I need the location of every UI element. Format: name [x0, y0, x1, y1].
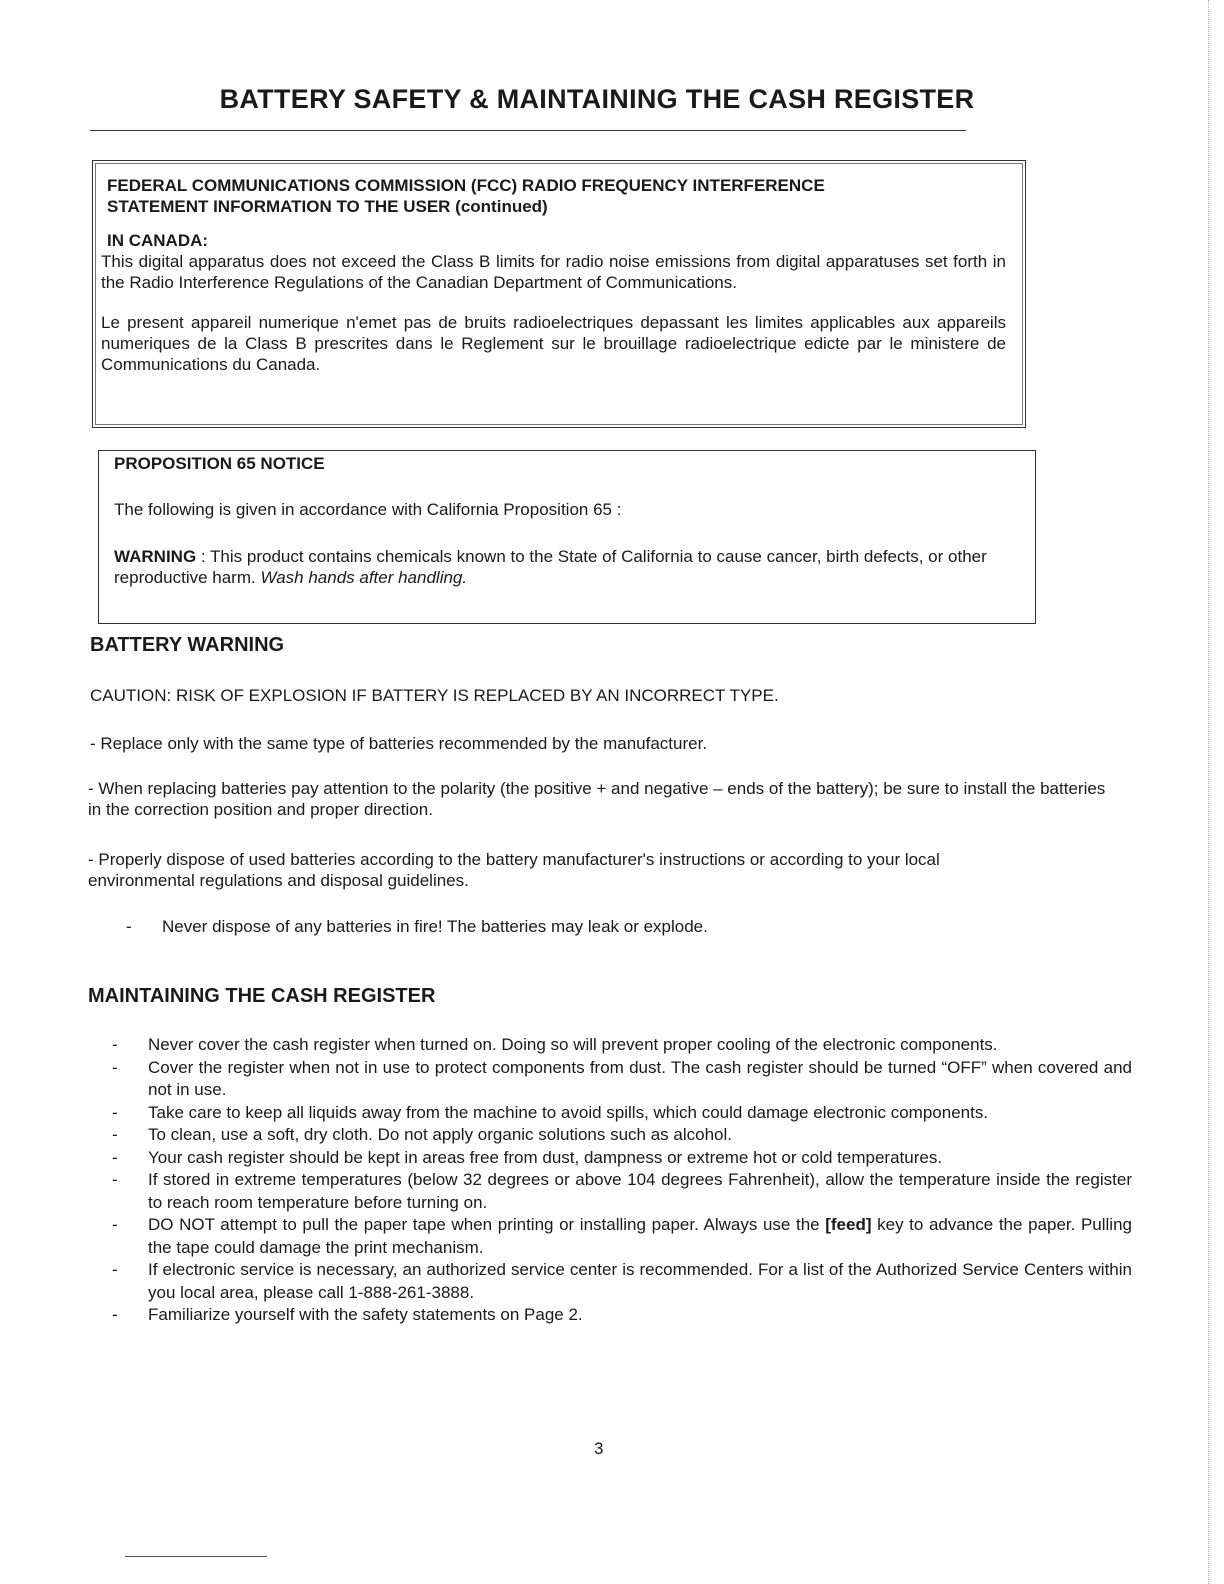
- battery-item: - When replacing batteries pay attention to the polarity (the positive + and negative – ends of the battery); be sure to install the batteries in the correction position and proper direction.: [88, 779, 1106, 819]
- canada-label: IN CANADA:: [107, 231, 209, 250]
- feed-text-pre: DO NOT attempt to pull the paper tape when printing or installing paper. Always use the: [148, 1215, 826, 1234]
- fire-dash: -: [126, 917, 132, 936]
- page-number: 3: [594, 1439, 604, 1458]
- scan-edge: [1208, 0, 1209, 1584]
- maintenance-list: [112, 1034, 1132, 1327]
- bullet-dash: -: [112, 1215, 118, 1234]
- item-text: Never cover the cash register when turned on. Doing so will prevent proper cooling of the electronic components.: [148, 1035, 998, 1054]
- list-item: [112, 1034, 1132, 1057]
- canada-paragraph-french: Le present appareil numerique n'emet pas de bruits radioelectriques depassant les limites applicables aux appareils numeriques de la Class B prescrites dans le Reglement sur le brouillage radioelectrique edicte par le ministere de Communications du Canada.: [101, 313, 1006, 374]
- list-item: [112, 1304, 1132, 1327]
- prop65-heading: PROPOSITION 65 NOTICE: [114, 454, 325, 473]
- item-text: To clean, use a soft, dry cloth. Do not apply organic solutions such as alcohol.: [148, 1125, 732, 1144]
- bullet-dash: -: [112, 1057, 118, 1077]
- item-text: If electronic service is necessary, an authorized service center is recommended. For a list of the Authorized Service Centers within you local area, please call 1-888-261-3888.: [148, 1260, 1132, 1302]
- maintaining-heading: MAINTAINING THE CASH REGISTER: [88, 985, 436, 1007]
- canada-paragraph-english: This digital apparatus does not exceed the Class B limits for radio noise emissions from digital apparatuses set forth in the Radio Interference Regulations of the Canadian Department of Communications.: [101, 252, 1006, 292]
- page-title: BATTERY SAFETY & MAINTAINING THE CASH REGISTER: [219, 84, 975, 114]
- wash-hands-note: Wash hands after handling.: [260, 568, 468, 587]
- bullet-dash: -: [112, 1147, 118, 1167]
- list-item: [112, 1259, 1132, 1304]
- battery-warning-heading: BATTERY WARNING: [90, 634, 285, 656]
- item-text: Take care to keep all liquids away from the machine to avoid spills, which could damage electronic components.: [148, 1102, 989, 1122]
- list-item: [112, 1124, 1132, 1147]
- feed-text-post: key to advance the paper. Pulling the tape could damage the print mechanism.: [148, 1215, 1132, 1257]
- bullet-dash: -: [112, 1260, 118, 1279]
- fcc-statement-box: [92, 160, 1026, 428]
- prop65-intro: The following is given in accordance with California Proposition 65 :: [114, 500, 622, 519]
- list-item: [112, 1102, 1132, 1125]
- fcc-heading-line1: FEDERAL COMMUNICATIONS COMMISSION (FCC) RADIO FREQUENCY INTERFERENCE: [107, 176, 825, 195]
- bullet-dash: -: [112, 1102, 118, 1122]
- warning-label: WARNING: [114, 547, 197, 566]
- battery-fire-warning: Never dispose of any batteries in fire! The batteries may leak or explode.: [162, 917, 708, 936]
- title-rule: [90, 130, 966, 131]
- warning-text: : This product contains chemicals known to the State of California to cause cancer, birth defects, or other reproductive harm.: [114, 547, 987, 587]
- proposition-65-box: [98, 450, 1036, 624]
- battery-caution: CAUTION: RISK OF EXPLOSION IF BATTERY IS REPLACED BY AN INCORRECT TYPE.: [90, 686, 779, 705]
- item-text: If stored in extreme temperatures (below 32 degrees or above 104 degrees Fahrenheit), allow the temperature inside the register to reach room temperature before turning on.: [148, 1170, 1132, 1212]
- bullet-dash: -: [112, 1305, 118, 1324]
- list-item: [112, 1147, 1132, 1170]
- prop65-warning: [114, 546, 1024, 588]
- battery-item: - Replace only with the same type of batteries recommended by the manufacturer.: [90, 734, 708, 753]
- fcc-heading-line2: STATEMENT INFORMATION TO THE USER (continued): [107, 197, 548, 216]
- list-item: [112, 1169, 1132, 1214]
- battery-item: - Properly dispose of used batteries according to the battery manufacturer's instructions or according to your local environmental regulations and disposal guidelines.: [88, 850, 940, 890]
- item-text: Familiarize yourself with the safety statements on Page 2.: [148, 1305, 583, 1324]
- bullet-dash: -: [112, 1035, 118, 1054]
- list-item: [112, 1214, 1132, 1259]
- item-text: [148, 1214, 1132, 1259]
- bullet-dash: -: [112, 1170, 118, 1189]
- list-item: [112, 1057, 1132, 1102]
- bullet-dash: -: [112, 1125, 118, 1144]
- footer-rule: [125, 1556, 267, 1557]
- item-text: Your cash register should be kept in areas free from dust, dampness or extreme hot or cold temperatures.: [148, 1147, 943, 1167]
- item-text: Cover the register when not in use to protect components from dust. The cash register should be turned “OFF” when covered and not in use.: [148, 1057, 1132, 1099]
- feed-key-label: [feed]: [825, 1215, 872, 1234]
